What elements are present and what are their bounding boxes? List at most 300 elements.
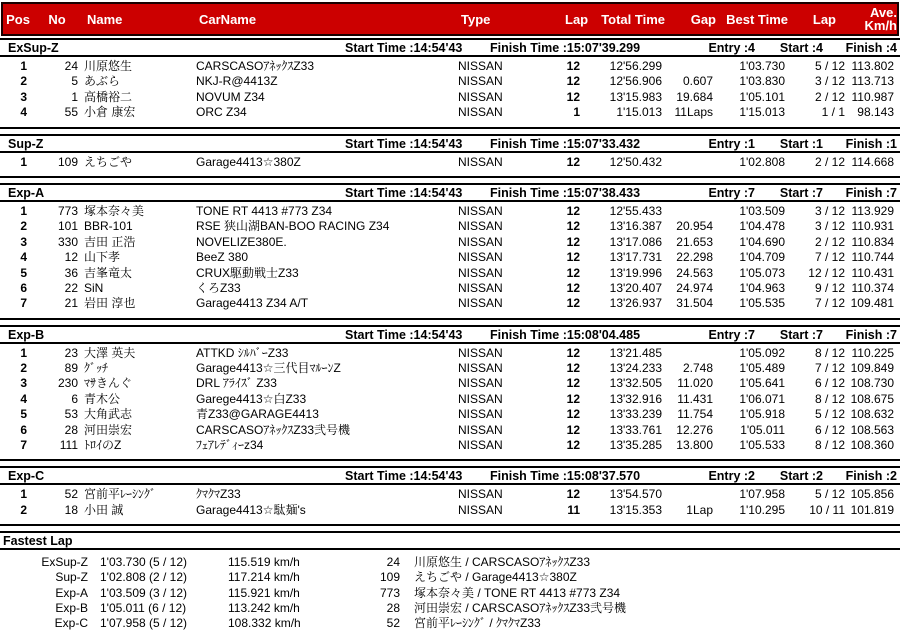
col-header-gap: Gap <box>690 11 716 27</box>
fl-no-cell: 52 <box>386 615 400 630</box>
best-time-cell: 1'05.489 <box>739 361 785 376</box>
finish-time: Finish Time :15:08'04.485 <box>490 327 641 342</box>
finish-time: Finish Time :15:07'33.432 <box>490 136 641 151</box>
class-section <box>0 183 900 320</box>
pos-cell: 7 <box>20 438 27 453</box>
car-no-cell: 1 <box>71 89 78 104</box>
start-count: Start :1 <box>779 136 823 151</box>
finish-count: Finish :7 <box>845 185 897 200</box>
class-name: Exp-C <box>8 469 45 484</box>
class-section-body <box>0 57 900 129</box>
best-lap-cell: 5 / 12 <box>814 59 845 73</box>
entry-count: Entry :7 <box>708 185 755 200</box>
car-name-cell: CARSCASOｱﾈｯｸｽZ33弐号機 <box>196 422 351 437</box>
gap-cell: 0.607 <box>682 74 713 89</box>
gap-cell: 11.431 <box>677 391 713 406</box>
pos-cell: 2 <box>20 74 27 89</box>
car-no-cell: 36 <box>64 265 78 280</box>
gap-cell: 22.298 <box>676 250 713 265</box>
fl-no-cell: 109 <box>379 570 400 585</box>
driver-name-cell: BBR-101 <box>84 219 133 234</box>
gap-cell: 24.974 <box>676 280 713 295</box>
lap-count-cell: 12 <box>566 345 580 360</box>
best-lap-cell: 12 / 12 <box>808 265 845 280</box>
gap-cell: 31.504 <box>676 296 713 311</box>
best-lap-cell: 8 / 12 <box>814 391 845 406</box>
driver-name-cell: ｸﾞｯﾁ <box>84 361 109 376</box>
class-section-body <box>0 153 900 178</box>
fl-driver-car-cell: 宮前平ﾚｰｼﾝｸﾞ / ｸﾏｸﾏZ33 <box>414 615 541 630</box>
total-time-cell: 13'15.353 <box>609 502 662 517</box>
results-header-row <box>1 2 899 36</box>
driver-name-cell: 塚本奈々美 <box>84 203 145 218</box>
race-results-sheet <box>0 2 900 630</box>
driver-name-cell: 河田崇宏 <box>84 422 133 437</box>
total-time-cell: 13'32.505 <box>609 376 662 391</box>
col-header-no: No <box>48 11 66 27</box>
lap-count-cell: 12 <box>566 361 580 376</box>
car-no-cell: 18 <box>64 502 78 517</box>
best-time-cell: 1'10.295 <box>739 502 785 517</box>
car-name-cell: 青Z33@GARAGE4413 <box>196 407 319 422</box>
avg-speed-cell: 113.713 <box>851 74 894 89</box>
avg-speed-cell: 110.431 <box>851 265 894 280</box>
fastest-lap-row <box>0 601 900 616</box>
best-time-cell: 1'05.918 <box>739 407 785 422</box>
class-section <box>0 134 900 178</box>
car-no-cell: 22 <box>64 280 78 295</box>
car-name-cell: ﾌｪｱﾚﾃﾞｨｰz34 <box>196 438 264 453</box>
avg-speed-cell: 110.834 <box>851 234 894 249</box>
entry-count: Entry :7 <box>708 327 755 342</box>
best-time-cell: 1'05.533 <box>739 438 785 453</box>
result-row <box>0 296 900 311</box>
driver-name-cell: 川原悠生 <box>84 59 133 73</box>
car-name-cell: BeeZ 380 <box>196 250 249 265</box>
col-header-lap: Lap <box>565 11 589 27</box>
start-time: Start Time :14:54'43 <box>345 41 463 55</box>
class-section-header <box>0 325 900 344</box>
class-section <box>0 38 900 129</box>
fastest-lap-body <box>0 550 900 631</box>
class-section-body <box>0 485 900 526</box>
best-lap-cell: 6 / 12 <box>814 422 845 437</box>
lap-count-cell: 12 <box>566 203 580 218</box>
gap-cell: 12.276 <box>676 422 713 437</box>
avg-speed-cell: 109.481 <box>850 296 894 311</box>
car-name-cell: CRUX駆動戦士Z33 <box>196 265 299 280</box>
fl-time-cell: 1'03.730 (5 / 12) <box>100 555 188 570</box>
result-row <box>0 266 900 281</box>
driver-name-cell: ﾄﾛｲのZ <box>84 438 122 453</box>
fl-no-cell: 24 <box>386 555 400 570</box>
pos-cell: 6 <box>20 422 27 437</box>
lap-count-cell: 12 <box>566 59 580 73</box>
pos-cell: 1 <box>20 487 27 502</box>
car-no-cell: 53 <box>64 407 78 422</box>
fl-driver-car-cell: 河田崇宏 / CARSCASOｱﾈｯｸｽZ33弐号機 <box>414 600 627 615</box>
finish-count: Finish :4 <box>845 41 897 55</box>
driver-name-cell: あぶら <box>84 74 121 89</box>
type-cell: NISSAN <box>458 438 503 453</box>
gap-cell: 24.563 <box>676 265 713 280</box>
pos-cell: 2 <box>20 361 27 376</box>
total-time-cell: 12'56.906 <box>609 74 662 89</box>
pos-cell: 6 <box>20 280 27 295</box>
fl-time-cell: 1'05.011 (6 / 12) <box>100 600 187 615</box>
col-header-carname: CarName <box>199 11 257 27</box>
avg-speed-cell: 101.819 <box>850 502 894 517</box>
class-section-header <box>0 134 900 153</box>
best-lap-cell: 10 / 11 <box>809 502 845 517</box>
start-count: Start :7 <box>779 327 823 342</box>
car-name-cell: Garage4413☆380Z <box>196 154 301 169</box>
finish-time: Finish Time :15:07'38.433 <box>490 185 641 200</box>
best-time-cell: 1'15.013 <box>739 105 785 120</box>
type-cell: NISSAN <box>458 296 503 311</box>
car-name-cell: Garage4413 Z34 A/T <box>196 296 309 311</box>
car-name-cell: NOVELIZE380E. <box>196 234 287 249</box>
driver-name-cell: 小田 誠 <box>84 502 124 517</box>
best-time-cell: 1'04.690 <box>739 234 785 249</box>
car-no-cell: 52 <box>64 487 78 502</box>
class-section-header <box>0 38 900 57</box>
avg-speed-cell: 108.632 <box>850 407 894 422</box>
type-cell: NISSAN <box>458 376 503 391</box>
type-cell: NISSAN <box>458 74 503 89</box>
car-no-cell: 24 <box>64 59 78 73</box>
avg-speed-cell: 98.143 <box>857 105 894 120</box>
type-cell: NISSAN <box>458 407 503 422</box>
fl-speed-cell: 108.332 km/h <box>228 615 301 630</box>
start-count: Start :7 <box>779 185 823 200</box>
fl-class-cell: Exp-C <box>54 615 88 630</box>
fl-no-cell: 28 <box>386 600 400 615</box>
avg-speed-cell: 108.563 <box>850 422 894 437</box>
pos-cell: 1 <box>20 59 27 73</box>
driver-name-cell: 吉田 正浩 <box>84 234 136 249</box>
fl-driver-car-cell: えちごや / Garage4413☆380Z <box>414 570 577 585</box>
car-no-cell: 55 <box>64 105 78 120</box>
lap-count-cell: 12 <box>566 74 580 89</box>
fastest-lap-title: Fastest Lap <box>0 531 900 550</box>
col-header-best-time: Best Time <box>726 11 788 27</box>
best-lap-cell: 8 / 12 <box>814 345 845 360</box>
total-time-cell: 13'17.731 <box>609 250 662 265</box>
type-cell: NISSAN <box>458 154 503 169</box>
type-cell: NISSAN <box>458 219 503 234</box>
result-row <box>0 74 900 89</box>
start-count: Start :4 <box>779 41 823 55</box>
fl-speed-cell: 113.242 km/h <box>228 600 300 615</box>
driver-name-cell: 青木公 <box>84 391 121 406</box>
col-header-avg-line1: Ave. <box>870 5 897 20</box>
col-header-name: Name <box>87 11 123 27</box>
finish-time: Finish Time :15:07'39.299 <box>490 41 641 55</box>
car-no-cell: 28 <box>64 422 78 437</box>
best-time-cell: 1'02.808 <box>739 154 785 169</box>
avg-speed-cell: 113.802 <box>851 59 894 73</box>
fl-class-cell: Sup-Z <box>55 570 88 585</box>
fl-speed-cell: 117.214 km/h <box>228 570 300 585</box>
start-time: Start Time :14:54'43 <box>345 469 463 484</box>
car-no-cell: 21 <box>64 296 78 311</box>
car-name-cell: NKJ-R@4413Z <box>196 74 278 89</box>
class-sections-container <box>0 38 900 526</box>
gap-cell: 11.020 <box>677 376 713 391</box>
lap-count-cell: 12 <box>566 422 580 437</box>
lap-count-cell: 12 <box>566 89 580 104</box>
type-cell: NISSAN <box>458 105 503 120</box>
pos-cell: 1 <box>20 345 27 360</box>
car-name-cell: RSE 狭山湖BAN-BOO RACING Z34 <box>196 219 390 234</box>
avg-speed-cell: 110.225 <box>851 345 894 360</box>
best-lap-cell: 2 / 12 <box>814 234 845 249</box>
class-section <box>0 325 900 462</box>
best-lap-cell: 7 / 12 <box>814 250 845 265</box>
result-row <box>0 204 900 219</box>
car-name-cell: くろZ33 <box>196 280 241 295</box>
total-time-cell: 13'54.570 <box>609 487 662 502</box>
best-time-cell: 1'04.709 <box>739 250 785 265</box>
best-time-cell: 1'05.073 <box>739 265 785 280</box>
fl-speed-cell: 115.921 km/h <box>228 585 300 600</box>
result-row <box>0 361 900 376</box>
car-name-cell: ORC Z34 <box>196 105 247 120</box>
best-lap-cell: 1 / 1 <box>821 105 845 120</box>
best-lap-cell: 3 / 12 <box>814 203 845 218</box>
type-cell: NISSAN <box>458 502 503 517</box>
total-time-cell: 13'33.239 <box>609 407 662 422</box>
class-section-header <box>0 183 900 202</box>
best-lap-cell: 2 / 12 <box>814 154 845 169</box>
fl-class-cell: Exp-B <box>55 600 88 615</box>
total-time-cell: 13'26.937 <box>609 296 662 311</box>
total-time-cell: 13'17.086 <box>609 234 662 249</box>
lap-count-cell: 12 <box>566 438 580 453</box>
class-section-body <box>0 202 900 320</box>
col-header-type: Type <box>461 11 491 27</box>
fl-time-cell: 1'02.808 (2 / 12) <box>100 570 188 585</box>
car-no-cell: 89 <box>64 361 78 376</box>
driver-name-cell: えちごや <box>84 154 133 169</box>
result-row <box>0 438 900 453</box>
driver-name-cell: SiN <box>84 280 104 295</box>
fl-class-cell: ExSup-Z <box>41 555 88 570</box>
gap-cell: 11Laps <box>674 105 713 120</box>
pos-cell: 3 <box>20 376 27 391</box>
lap-count-cell: 12 <box>566 265 580 280</box>
driver-name-cell: 高橋裕二 <box>84 89 133 104</box>
result-row <box>0 219 900 234</box>
driver-name-cell: 大澤 英夫 <box>84 345 136 360</box>
pos-cell: 5 <box>20 407 27 422</box>
class-name: Exp-B <box>8 327 45 342</box>
type-cell: NISSAN <box>458 487 503 502</box>
type-cell: NISSAN <box>458 265 503 280</box>
type-cell: NISSAN <box>458 422 503 437</box>
class-section-header <box>0 466 900 485</box>
total-time-cell: 13'24.233 <box>609 361 662 376</box>
type-cell: NISSAN <box>458 391 503 406</box>
gap-cell: 1Lap <box>686 502 713 517</box>
avg-speed-cell: 108.730 <box>850 376 894 391</box>
pos-cell: 4 <box>20 250 27 265</box>
result-row <box>0 423 900 438</box>
start-time: Start Time :14:54'43 <box>345 327 463 342</box>
class-name: Sup-Z <box>8 136 44 151</box>
lap-count-cell: 12 <box>566 154 580 169</box>
col-header-avg-speed <box>848 6 900 32</box>
driver-name-cell: ﾏｻきんぐ <box>84 376 133 391</box>
lap-count-cell: 12 <box>566 296 580 311</box>
total-time-cell: 13'16.387 <box>609 219 662 234</box>
lap-count-cell: 12 <box>566 250 580 265</box>
entry-count: Entry :2 <box>708 469 755 484</box>
type-cell: NISSAN <box>458 89 503 104</box>
best-time-cell: 1'05.011 <box>740 422 785 437</box>
pos-cell: 7 <box>20 296 27 311</box>
col-header-best-lap: Lap <box>812 11 836 27</box>
best-time-cell: 1'05.101 <box>739 89 785 104</box>
best-lap-cell: 5 / 12 <box>814 407 845 422</box>
total-time-cell: 13'15.983 <box>609 89 662 104</box>
best-lap-cell: 3 / 12 <box>814 219 845 234</box>
fl-driver-car-cell: 塚本奈々美 / TONE RT 4413 #773 Z34 <box>414 585 621 600</box>
driver-name-cell: 宮前平ﾚｰｼﾝｸﾞ <box>84 487 157 502</box>
entry-count: Entry :4 <box>708 41 755 55</box>
avg-speed-cell: 113.929 <box>851 203 894 218</box>
lap-count-cell: 1 <box>573 105 580 120</box>
gap-cell: 21.653 <box>676 234 713 249</box>
type-cell: NISSAN <box>458 280 503 295</box>
fastest-lap-row <box>0 570 900 585</box>
result-row <box>0 235 900 250</box>
fastest-lap-row <box>0 586 900 601</box>
lap-count-cell: 12 <box>566 234 580 249</box>
finish-count: Finish :2 <box>845 469 897 484</box>
result-row <box>0 487 900 502</box>
best-time-cell: 1'06.071 <box>739 391 785 406</box>
pos-cell: 3 <box>20 234 27 249</box>
best-lap-cell: 8 / 12 <box>814 438 845 453</box>
best-time-cell: 1'03.509 <box>739 203 785 218</box>
gap-cell: 20.954 <box>676 219 713 234</box>
result-row <box>0 346 900 361</box>
avg-speed-cell: 110.744 <box>851 250 894 265</box>
car-no-cell: 5 <box>71 74 78 89</box>
avg-speed-cell: 108.360 <box>850 438 894 453</box>
gap-cell: 11.754 <box>677 407 713 422</box>
pos-cell: 2 <box>20 502 27 517</box>
col-header-pos: Pos <box>6 11 30 27</box>
best-lap-cell: 6 / 12 <box>814 376 845 391</box>
total-time-cell: 1'15.013 <box>616 105 662 120</box>
car-name-cell: NOVUM Z34 <box>196 89 265 104</box>
best-time-cell: 1'04.963 <box>739 280 785 295</box>
car-name-cell: DRL ｱﾗｲｽﾞ Z33 <box>196 376 277 391</box>
lap-count-cell: 12 <box>566 219 580 234</box>
class-name: Exp-A <box>8 185 45 200</box>
car-no-cell: 12 <box>64 250 78 265</box>
total-time-cell: 13'19.996 <box>609 265 662 280</box>
gap-cell: 13.800 <box>676 438 713 453</box>
entry-count: Entry :1 <box>708 136 755 151</box>
type-cell: NISSAN <box>458 250 503 265</box>
avg-speed-cell: 105.856 <box>850 487 894 502</box>
result-row <box>0 59 900 74</box>
pos-cell: 1 <box>20 203 27 218</box>
best-lap-cell: 9 / 12 <box>814 280 845 295</box>
best-lap-cell: 7 / 12 <box>814 296 845 311</box>
lap-count-cell: 12 <box>566 407 580 422</box>
avg-speed-cell: 110.374 <box>851 280 894 295</box>
car-no-cell: 230 <box>57 376 78 391</box>
total-time-cell: 12'50.432 <box>609 154 662 169</box>
total-time-cell: 12'55.433 <box>609 203 662 218</box>
finish-time: Finish Time :15:08'37.570 <box>490 469 641 484</box>
pos-cell: 4 <box>20 391 27 406</box>
driver-name-cell: 小倉 康宏 <box>84 105 136 120</box>
car-no-cell: 330 <box>57 234 78 249</box>
col-header-avg-line2: Km/h <box>864 18 897 33</box>
result-row <box>0 90 900 105</box>
driver-name-cell: 大角武志 <box>84 407 133 422</box>
car-name-cell: ATTKD ｼﾙﾊﾞｰZ33 <box>196 345 289 360</box>
avg-speed-cell: 114.668 <box>851 154 894 169</box>
best-time-cell: 1'05.535 <box>739 296 785 311</box>
gap-cell: 2.748 <box>682 361 713 376</box>
start-time: Start Time :14:54'43 <box>345 185 463 200</box>
best-time-cell: 1'05.641 <box>739 376 785 391</box>
total-time-cell: 13'32.916 <box>609 391 662 406</box>
lap-count-cell: 11 <box>567 502 580 517</box>
type-cell: NISSAN <box>458 234 503 249</box>
best-lap-cell: 7 / 12 <box>814 361 845 376</box>
finish-count: Finish :7 <box>845 327 897 342</box>
best-lap-cell: 5 / 12 <box>814 487 845 502</box>
pos-cell: 3 <box>20 89 27 104</box>
pos-cell: 4 <box>20 105 27 120</box>
driver-name-cell: 吉峯竜太 <box>84 265 133 280</box>
best-time-cell: 1'03.730 <box>739 59 785 73</box>
best-time-cell: 1'05.092 <box>739 345 785 360</box>
type-cell: NISSAN <box>458 203 503 218</box>
total-time-cell: 13'20.407 <box>609 280 662 295</box>
driver-name-cell: 岩田 淳也 <box>84 296 136 311</box>
pos-cell: 2 <box>20 219 27 234</box>
car-no-cell: 109 <box>57 154 78 169</box>
avg-speed-cell: 110.931 <box>851 219 894 234</box>
gap-cell: 19.684 <box>676 89 713 104</box>
total-time-cell: 12'56.299 <box>609 59 662 73</box>
best-time-cell: 1'03.830 <box>739 74 785 89</box>
best-lap-cell: 3 / 12 <box>814 74 845 89</box>
pos-cell: 5 <box>20 265 27 280</box>
result-row <box>0 503 900 518</box>
pos-cell: 1 <box>20 154 27 169</box>
car-no-cell: 101 <box>57 219 78 234</box>
result-row <box>0 281 900 296</box>
fl-no-cell: 773 <box>379 585 400 600</box>
fl-time-cell: 1'03.509 (3 / 12) <box>100 585 188 600</box>
lap-count-cell: 12 <box>566 376 580 391</box>
car-no-cell: 773 <box>57 203 78 218</box>
finish-count: Finish :1 <box>845 136 897 151</box>
car-no-cell: 6 <box>71 391 78 406</box>
type-cell: NISSAN <box>458 361 503 376</box>
lap-count-cell: 12 <box>566 280 580 295</box>
